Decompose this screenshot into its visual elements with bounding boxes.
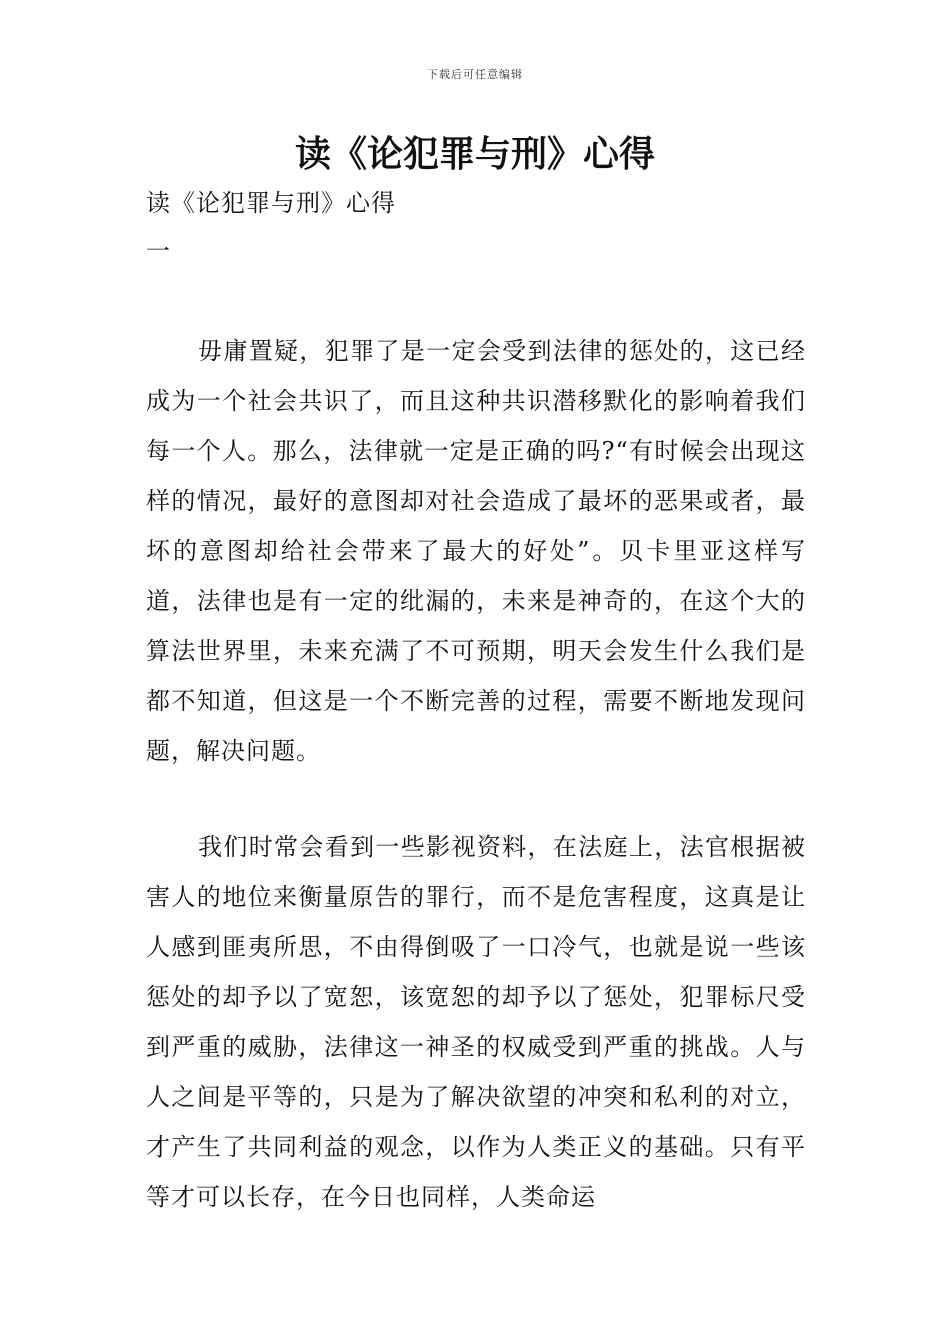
body-paragraph-2: 我们时常会看到一些影视资料，在法庭上，法官根据被害人的地位来衡量原告的罪行，而不是危害程度，这真是让人感到匪夷所思，不由得倒吸了一口冷气，也就是说一些该惩处的却予以了宽恕，该宽恕的却予以了惩处，犯罪标尺受到严重的威胁，法律这一神圣的权威受到严重的挑战。人与人之间是平等的，只是为了解决欲望的冲突和私利的对立，才产生了共同利益的观念，以作为人类正义的基础。只有平等才可以长存，在今日也同样，人类命运 (146, 833, 806, 1211)
body-paragraph-1: 毋庸置疑，犯罪了是一定会受到法律的惩处的，这已经成为一个社会共识了，而且这种共识潜移默化的影响着我们每一个人。那么，法律就一定是正确的吗?“有时候会出现这样的情况，最好的意图却对社会造成了最坏的恶果或者，最坏的意图却给社会带来了最大的好处”。贝卡里亚这样写道，法律也是有一定的纰漏的，未来是神奇的，在这个大的算法世界里，未来充满了不可预期，明天会发生什么我们是都不知道，但这是一个不断完善的过程，需要不断地发现问题，解决问题。 (146, 337, 806, 765)
header-note: 下载后可任意编辑 (427, 68, 523, 81)
document-subtitle: 读《论犯罪与刑》心得 (146, 189, 396, 217)
section-number: 一 (146, 237, 170, 265)
document-title: 读《论犯罪与刑》心得 (294, 133, 655, 175)
